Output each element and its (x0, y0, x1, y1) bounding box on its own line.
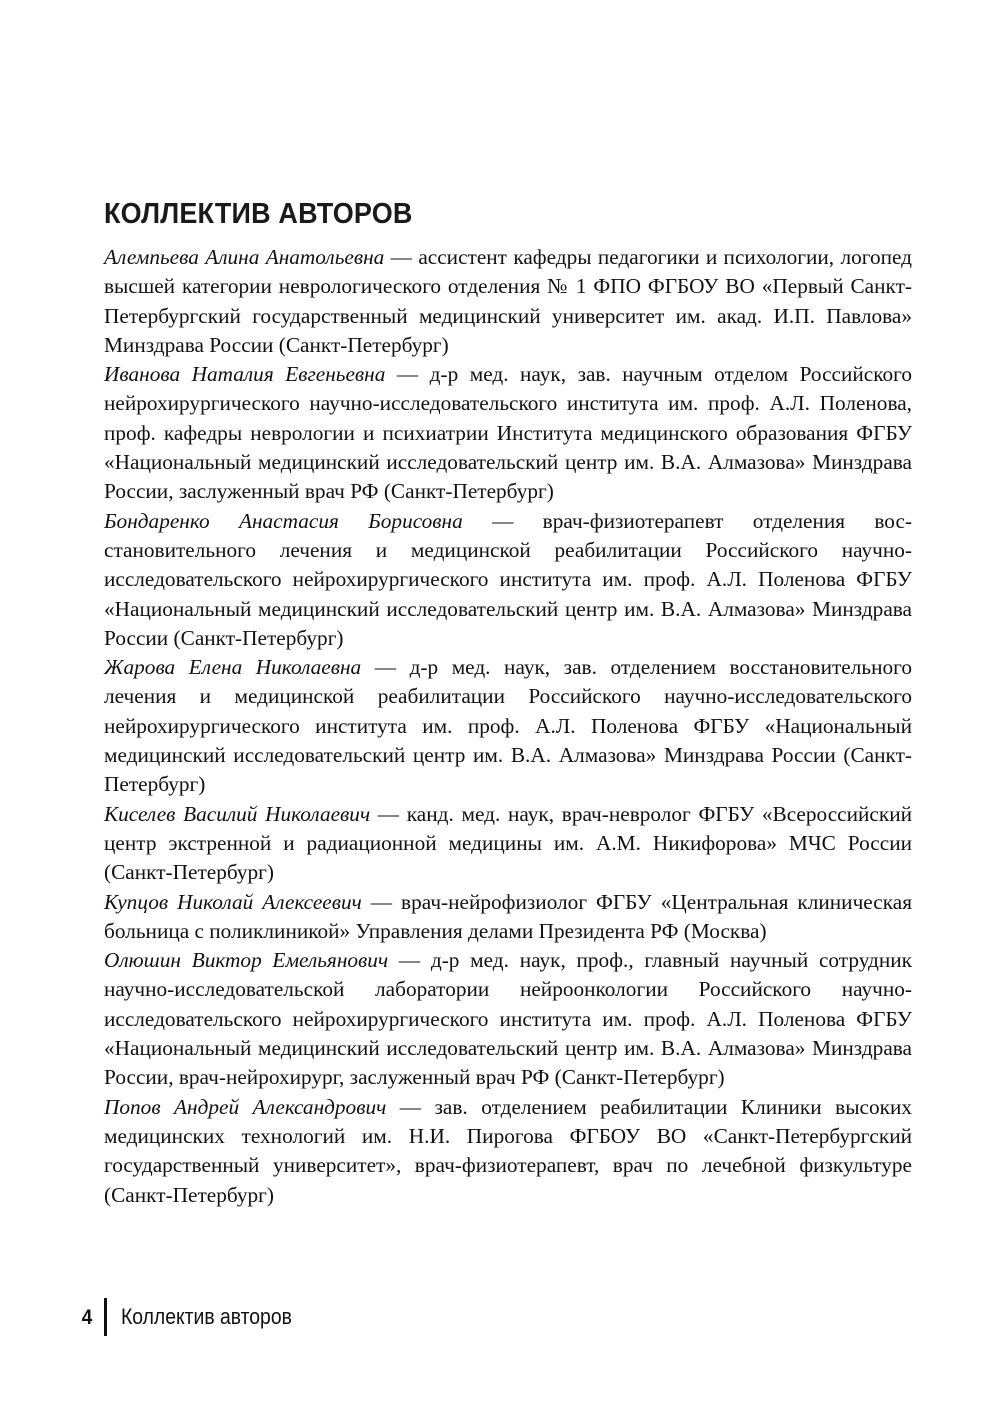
author-entry (104, 946, 912, 1092)
footer-running-title: Коллектив авторов (120, 1304, 292, 1329)
author-entry (104, 888, 912, 947)
footer-divider-rule (104, 1298, 107, 1336)
author-description: д-р мед. наук, зав. отделением восстановительного лечения и медицинской реабилитации Российского научно-исследовательского нейрохирургического института им. проф. А.Л. Поленова ФГБУ «Национальный медицинский исследовательский центр им. В.А. Алмазова» Минздрава России (Санкт-Петербург) (104, 655, 912, 797)
author-separator: — (361, 655, 410, 680)
page-title: КОЛЛЕКТИВ АВТОРОВ (104, 198, 413, 231)
author-entry (104, 360, 912, 506)
author-separator: — (462, 508, 543, 533)
author-separator: — (386, 1094, 435, 1119)
author-name: Попов Андрей Александрович (104, 1094, 387, 1119)
author-description: врач-физиотерапевт отделения восстановительного лечения и медицинской реабилитации Российского научно-исследовательского нейрохирургического института им. проф. А.Л. Поленова ФГБУ «Национальный медицинский исследовательский центр им. В.А. Алмазова» Минздрава России (Санкт-Петербург) (104, 508, 912, 650)
author-description: зав. отделением реабилитации Клиники высоких медицинских технологий им. Н.И. Пирогова ФГБОУ ВО «Санкт-Петербургский государственный университет», врач-физиотерапевт, врач по лечебной физкультуре (Санкт-Петербург) (104, 1094, 912, 1207)
author-separator: — (370, 801, 407, 826)
author-description: д-р мед. наук, зав. научным отделом Российского нейрохирургического научно-исследовательского института им. проф. А.Л. Поленова, проф. кафедры неврологии и психиатрии Института медицинского образования ФГБУ «Национальный медицинский исследовательский центр им. В.А. Алмазова» Минздрава России, заслуженный врач РФ (Санкт-Петербург) (104, 362, 912, 504)
author-separator: — (385, 362, 430, 387)
author-separator: — (384, 245, 419, 269)
footer-page-number: 4 (81, 1305, 93, 1329)
author-entry (104, 800, 912, 888)
author-description: канд. мед. наук, врач-невролог ФГБУ «Всероссийский центр экстренной и радиационной медицины им. А.М. Никифорова» МЧС России (Санкт-Петербург) (104, 801, 912, 885)
author-name: Киселев Василий Николаевич (104, 801, 371, 826)
author-description: д-р мед. наук, проф., главный научный сотрудник научно-исследовательской лаборатории нейроонкологии Российского научно-исследовательского нейрохирургического института им. проф. А.Л. Поленова ФГБУ «Национальный медицинский исследовательский центр им. В.А. Алмазова» Минздрава России, врач-нейрохирург, заслуженный врач РФ (Санкт-Петербург) (104, 948, 912, 1090)
author-separator: — (388, 948, 431, 973)
author-name: Жарова Елена Николаевна (104, 655, 362, 680)
author-name: Иванова Наталия Евгеньевна (104, 362, 386, 387)
page-footer (80, 1297, 315, 1337)
author-entry (104, 653, 912, 799)
author-entry (104, 507, 912, 653)
author-name: Алемпьева Алина Анатольевна (104, 245, 385, 269)
author-name: Олюшин Виктор Емельянович (104, 948, 389, 973)
author-entry (104, 1093, 912, 1210)
author-entry (104, 243, 912, 360)
author-description: ассистент кафедры педагогики и психологии, логопед высшей категории неврологического отделения № 1 ФПО ФГБОУ ВО «Первый Санкт-Петербургский государственный медицинский университет им. акад. И.П. Павлова» Минздрава России (Санкт-Петербург) (104, 245, 913, 357)
author-name: Бондаренко Анастасия Борисовна (104, 508, 463, 533)
author-list (104, 243, 912, 1210)
author-name: Купцов Николай Алексеевич (104, 889, 362, 914)
author-separator: — (361, 889, 402, 914)
author-description: врач-нейрофизиолог ФГБУ «Центральная клиническая больница с поликлиникой» Управления делами Президента РФ (Москва) (104, 889, 912, 943)
